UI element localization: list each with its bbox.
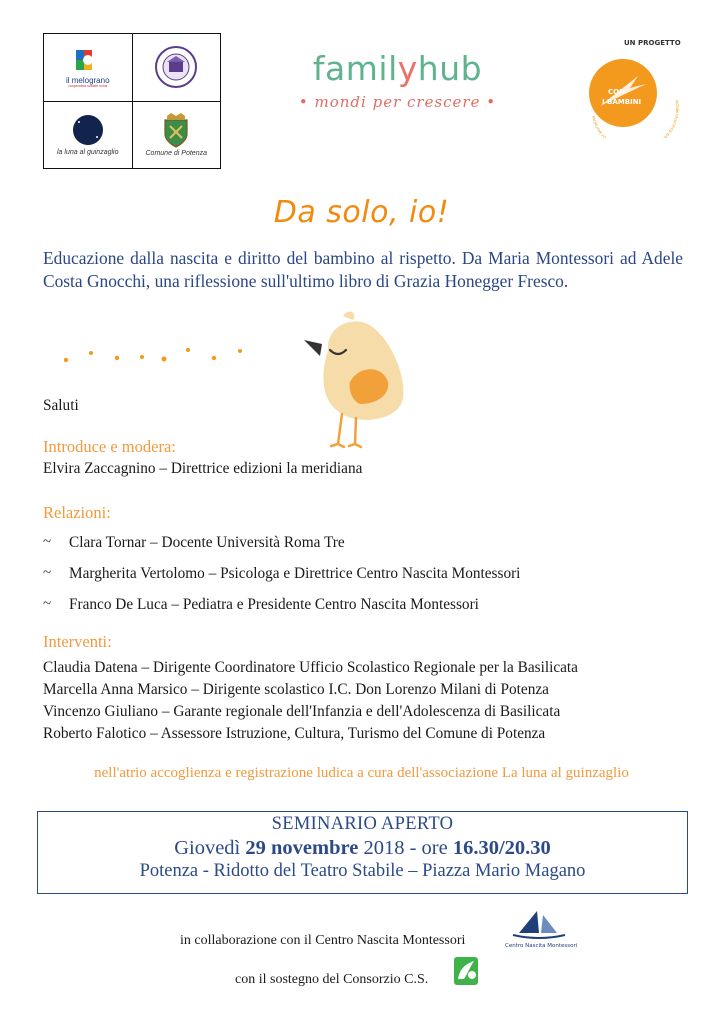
con-i-bambini-top: UN PROGETTO	[624, 39, 681, 47]
intervento-item: Claudia Datena – Dirigente Coordinatore Ufficio Scolastico Regionale per la Basilicata	[43, 659, 578, 676]
moon-icon	[68, 113, 108, 149]
welcome-note: nell'atrio accoglienza e registrazione ludica a cura dell'associazione La luna al guinzaglio	[94, 765, 629, 781]
comprensivo-logo	[133, 34, 222, 102]
event-place: Potenza - Ridotto del Teatro Stabile – Piazza Mario Magano	[139, 861, 586, 881]
familyhub-title-a: famil	[312, 49, 398, 88]
comune-logo	[133, 102, 222, 170]
page-title: Da solo, io!	[273, 195, 450, 230]
melograno-tagline: cooperativa sociale onlus	[68, 84, 108, 89]
intro-paragraph: Educazione dalla nascita e diritto del bambino al rispetto. Da Maria Montessori ad Adele Costa Gnocchi, una riflessione sull'ultimo libro di Grazia Honegger Fresco.	[43, 248, 683, 291]
cnm-logo	[505, 905, 577, 951]
school-seal-icon	[154, 42, 198, 92]
moderator: Elvira Zaccagnino – Direttrice edizioni la meridiana	[43, 460, 363, 477]
con-i-bambini-arc: PROMUOVE FO RTÀ EDUCATIVA MINORI	[591, 99, 680, 138]
interventi-heading: Interventi:	[43, 632, 112, 651]
familyhub-title-y: y	[397, 49, 418, 88]
relazione-item: Franco De Luca – Pediatra e Presidente Centro Nascita Montessori	[69, 596, 479, 613]
collaboration-text: in collaborazione con il Centro Nascita Montessori	[180, 933, 466, 948]
event-date: 29 novembre	[245, 837, 359, 859]
familyhub-title-b: hub	[417, 49, 483, 88]
partner-logo-grid	[43, 33, 221, 169]
intervento-item: Marcella Anna Marsico – Dirigente scolastico I.C. Don Lorenzo Milani di Potenza	[43, 681, 549, 698]
event-type: SEMINARIO APERTO	[271, 814, 454, 834]
bullet-tilde: ~	[43, 534, 52, 550]
con-i-bambini-con: CON	[608, 88, 625, 96]
event-day: Giovedì	[174, 837, 241, 859]
intervento-item: Vincenzo Giuliano – Garante regionale dell'Infanzia e dell'Adolescenza di Basilicata	[43, 703, 561, 720]
consorzio-cs-logo	[452, 953, 482, 987]
luna-name: la luna al guinzaglio	[57, 149, 119, 157]
event-datetime	[38, 837, 687, 860]
melograno-name: il melograno	[65, 76, 110, 86]
coat-of-arms-icon	[161, 112, 191, 150]
comune-name: Comune di Potenza	[145, 150, 207, 158]
relazione-item: Margherita Vertolomo – Psicologa e Direttrice Centro Nascita Montessori	[69, 565, 521, 582]
luna-logo	[44, 102, 133, 170]
familyhub-subtitle: • mondi per crescere •	[298, 93, 497, 111]
relazione-item: Clara Tornar – Docente Università Roma Tre	[69, 534, 345, 551]
event-details-box	[37, 811, 688, 894]
event-year: 2018 - ore	[363, 837, 448, 859]
cnm-logo-text: Centro Nascita Montessori	[505, 943, 577, 949]
intervento-item: Roberto Falotico – Assessore Istruzione, Cultura, Turismo del Comune di Potenza	[43, 725, 546, 742]
event-time: 16.30/20.30	[452, 837, 551, 859]
relazioni-heading: Relazioni:	[43, 503, 111, 522]
con-i-bambini-name: I BAMBINI	[602, 98, 642, 106]
support-text: con il sostegno del Consorzio C.S.	[235, 972, 429, 987]
bird-illustration	[298, 310, 413, 450]
decorative-dots	[60, 345, 260, 365]
bullet-tilde: ~	[43, 565, 52, 581]
melograno-icon	[73, 46, 103, 76]
con-i-bambini-logo	[578, 38, 688, 138]
bullet-tilde: ~	[43, 596, 52, 612]
melograno-logo	[44, 34, 133, 102]
familyhub-logo	[290, 49, 505, 111]
introduce-heading: Introduce e modera:	[43, 437, 176, 456]
saluti: Saluti	[43, 397, 79, 414]
familyhub-title	[290, 49, 505, 88]
